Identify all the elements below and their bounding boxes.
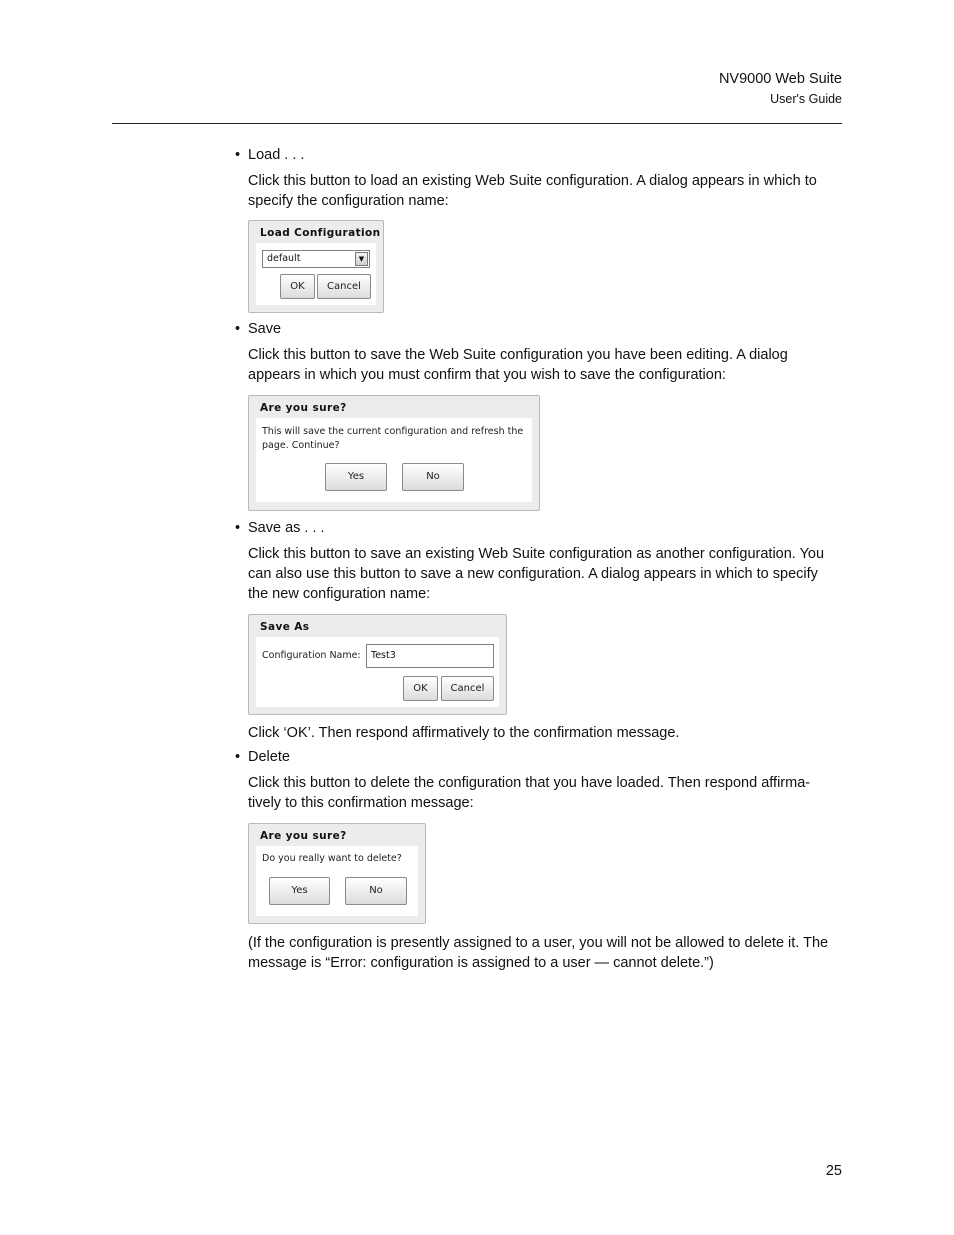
configuration-name-label: Configuration Name:	[262, 650, 361, 661]
configuration-name-input[interactable]: Test3	[366, 644, 494, 668]
bullet-save-label: Save	[248, 321, 282, 337]
save-as-dialog	[248, 614, 507, 715]
document-title: NV9000 Web Suite	[718, 71, 842, 87]
bullet-delete: • Delete	[235, 749, 290, 765]
dialog-body	[256, 418, 532, 502]
bullet-load: • Load . . .	[235, 147, 305, 163]
delete-description: Click this button to delete the configuration that you have loaded. Then respond affirma-tively to this confirmation message:	[248, 775, 811, 811]
dialog-body	[256, 637, 499, 707]
dialog-message: This will save the current configuration and refresh the page. Continue?	[262, 426, 524, 451]
dialog-title: Are you sure?	[260, 402, 347, 414]
cancel-button[interactable]: Cancel	[317, 274, 371, 299]
configuration-select[interactable]	[262, 250, 370, 268]
no-button[interactable]: No	[345, 877, 407, 905]
bullet-save: • Save	[235, 321, 282, 337]
load-configuration-dialog	[248, 220, 384, 313]
dialog-message: Do you really want to delete?	[262, 853, 402, 864]
bullet-load-label: Load . . .	[248, 147, 305, 163]
document-subtitle: User's Guide	[770, 92, 842, 106]
load-description: Click this button to load an existing Web Suite configuration. A dialog appears in which to specify the configuration name:	[248, 173, 817, 209]
dialog-title: Are you sure?	[260, 830, 347, 842]
yes-button[interactable]: Yes	[269, 877, 330, 905]
dialog-title: Load Configuration	[260, 227, 381, 239]
dialog-body	[256, 243, 376, 305]
chevron-down-icon[interactable]: ▼	[355, 252, 368, 266]
save-description: Click this button to save the Web Suite configuration you have been editing. A dialog appears in which you must confirm that you wish to save the configuration:	[248, 347, 788, 383]
dialog-title: Save As	[260, 621, 310, 633]
page-number: 25	[825, 1163, 842, 1179]
bullet-save-as: • Save as . . .	[235, 520, 325, 536]
ok-button[interactable]: OK	[403, 676, 438, 701]
delete-note: (If the configuration is presently assigned to a user, you will not be allowed to delete it. The message is “Error: configuration is assigned to a user — cannot delete.”)	[248, 935, 829, 971]
dialog-body	[256, 846, 418, 916]
yes-button[interactable]: Yes	[325, 463, 387, 491]
cancel-button[interactable]: Cancel	[441, 676, 494, 701]
save-as-description: Click this button to save an existing Web Suite configuration as another configuration. You can also use this button to save a new configuration. A dialog appears in which to specify the new configuration name:	[248, 546, 825, 602]
header-rule	[112, 123, 842, 124]
delete-confirm-dialog	[248, 823, 426, 924]
configuration-select-value: default	[267, 253, 301, 264]
ok-button[interactable]: OK	[280, 274, 315, 299]
no-button[interactable]: No	[402, 463, 464, 491]
save-as-followup: Click ‘OK’. Then respond affirmatively to the confirmation message.	[248, 725, 680, 741]
bullet-delete-label: Delete	[248, 749, 290, 765]
save-confirm-dialog	[248, 395, 540, 511]
bullet-save-as-label: Save as . . .	[248, 520, 325, 536]
